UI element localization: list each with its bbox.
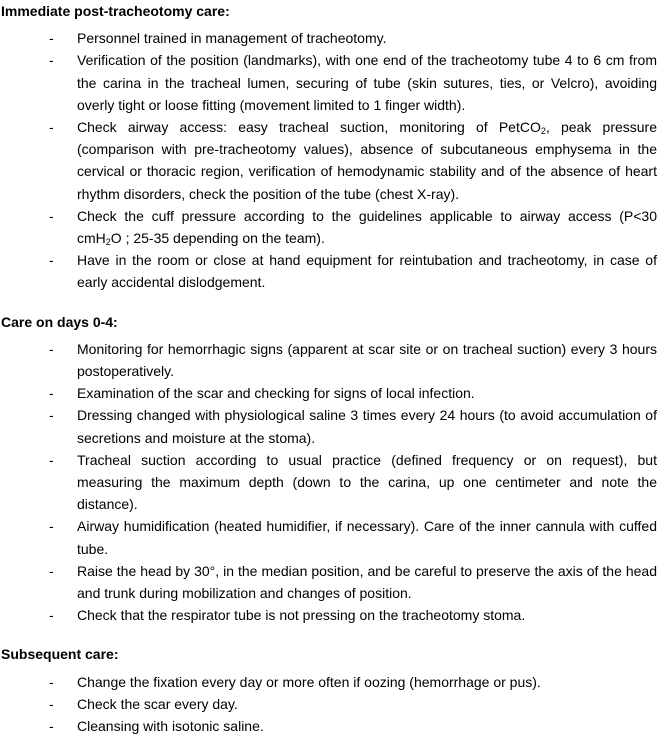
item-text: Have in the room or close at hand equipment for reintubation and tracheotomy, in case of early accidental dislodgement. (77, 252, 657, 291)
list-item (0, 49, 657, 116)
list-item (0, 604, 657, 626)
bullet-list (0, 338, 657, 627)
list-item (0, 693, 657, 715)
bullet-dash: - (49, 607, 54, 624)
list-item (0, 560, 657, 604)
section-immediate-care (0, 0, 657, 294)
item-text: Check that the respirator tube is not pressing on the tracheotomy stoma. (77, 607, 526, 624)
item-text: Check the cuff pressure according to the guidelines applicable to airway access (P<30 cmH (77, 207, 657, 247)
bullet-dash: - (49, 407, 54, 424)
section-heading: Subsequent care: (1, 646, 119, 663)
bullet-dash: - (49, 119, 54, 136)
bullet-list (0, 671, 657, 738)
item-text: Personnel trained in management of tracheotomy. (77, 30, 387, 47)
section-care-days-0-4 (0, 311, 657, 627)
item-text: Verification of the position (landmarks), with one end of the tracheotomy tube 4 to 6 cm from the carina in the tracheal lumen, securing of tube (skin sutures, ties, or Velcro), avoiding overly tight or loose fitting (movement limited to 1 finger width). (77, 52, 657, 113)
list-item (0, 338, 657, 382)
item-text: Airway humidification (heated humidifier, if necessary). Care of the inner cannula with cuffed tube. (77, 518, 657, 557)
bullet-dash: - (49, 207, 54, 224)
list-item (0, 116, 657, 205)
item-text: Change the fixation every day or more often if oozing (hemorrhage or pus). (77, 673, 541, 690)
list-item (0, 449, 657, 516)
bullet-dash: - (49, 385, 54, 402)
bullet-dash: - (49, 562, 54, 579)
bullet-dash: - (49, 673, 54, 690)
item-text: Tracheal suction according to usual practice (defined frequency or on request), but measuring the maximum depth (down to the carina, up one centimeter and note the distance). (77, 451, 657, 513)
list-item (0, 715, 657, 737)
bullet-dash: - (49, 52, 54, 69)
item-text: Examination of the scar and checking for signs of local infection. (77, 385, 475, 402)
bullet-dash: - (49, 695, 54, 712)
list-item (0, 671, 657, 693)
bullet-list (0, 27, 657, 293)
list-item (0, 404, 657, 448)
item-text: Cleansing with isotonic saline. (77, 718, 264, 735)
list-item (0, 249, 657, 293)
list-item (0, 382, 657, 404)
item-text: Check the scar every day. (77, 695, 238, 712)
subscript: 2 (540, 126, 546, 137)
section-subsequent-care (0, 643, 657, 737)
item-text: Raise the head by 30°, in the median position, and be careful to preserve the axis of the head and trunk during mobilization and changes of position. (77, 562, 657, 602)
section-heading: Immediate post-tracheotomy care: (1, 3, 230, 19)
section-heading: Care on days 0-4: (1, 313, 118, 330)
list-item (0, 205, 657, 249)
bullet-dash: - (49, 718, 54, 735)
bullet-dash: - (49, 30, 54, 47)
bullet-dash: - (49, 252, 54, 269)
list-item (0, 515, 657, 559)
item-text: Monitoring for hemorrhagic signs (apparent at scar site or on tracheal suction) every 3 hours postoperatively. (77, 340, 657, 380)
subscript: 2 (105, 237, 111, 248)
bullet-dash: - (49, 451, 54, 468)
item-text: Check airway access: easy tracheal suction, monitoring of PetCO (77, 119, 541, 136)
list-item (0, 27, 657, 49)
item-text: Dressing changed with physiological saline 3 times every 24 hours (to avoid accumulation of secretions and moisture at the stoma). (77, 407, 657, 446)
item-text: O ; 25-35 depending on the team). (110, 230, 325, 247)
bullet-dash: - (49, 340, 54, 357)
bullet-dash: - (49, 518, 54, 535)
item-text: , peak pressure (comparison with pre-tracheotomy values), absence of subcutaneous emphysema in the cervical or thoracic region, verification of hemodynamic stability and of the absence of heart rhythm disorders, check the position of the tube (chest X-ray). (77, 119, 658, 202)
